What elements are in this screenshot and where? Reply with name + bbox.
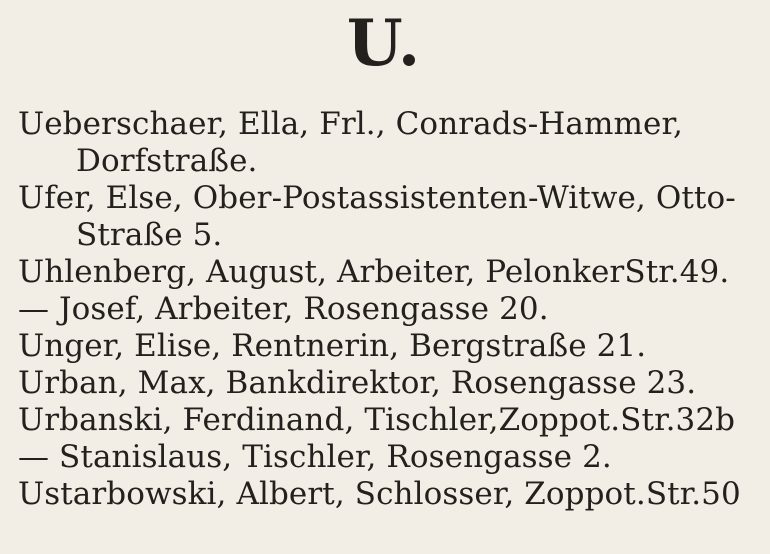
directory-entry: — Josef, Arbeiter, Rosengasse 20. (18, 291, 549, 327)
directory-entry: — Stanislaus, Tischler, Rosengasse 2. (18, 439, 612, 475)
directory-entries (18, 106, 750, 513)
directory-entry: Ueberschaer, Ella, Frl., Conrads-Hammer, Dorfstraße. (18, 106, 683, 179)
directory-entry: Uhlenberg, August, Arbeiter, PelonkerStr.49. (18, 254, 730, 290)
directory-entry: Urban, Max, Bankdirektor, Rosengasse 23. (18, 365, 697, 401)
directory-entry: Urbanski, Ferdinand, Tischler,Zoppot.Str.32b (18, 402, 736, 438)
directory-entry: Ufer, Else, Ober-Postassistenten-Witwe, Otto-Straße 5. (18, 180, 736, 253)
section-header (18, 8, 750, 84)
section-letter: U. (346, 6, 422, 81)
directory-entry: Ustarbowski, Albert, Schlosser, Zoppot.Str.50 (18, 476, 741, 512)
directory-entry: Unger, Elise, Rentnerin, Bergstraße 21. (18, 328, 647, 364)
